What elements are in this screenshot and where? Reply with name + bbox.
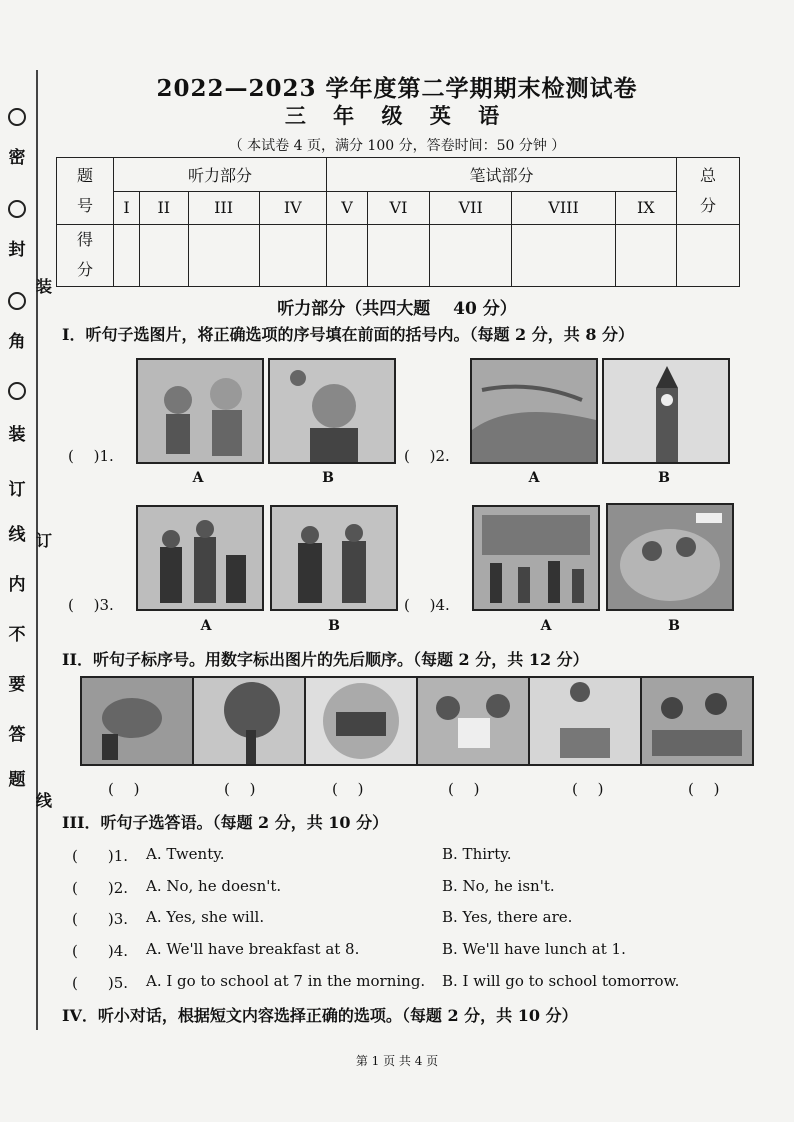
option-label: B xyxy=(328,618,340,634)
question-number[interactable]: ( )4. xyxy=(72,942,129,960)
margin-char: 封 xyxy=(8,240,26,260)
sequence-picture-2[interactable] xyxy=(192,676,306,766)
sequence-picture-5[interactable] xyxy=(528,676,642,766)
label-char: 总 xyxy=(699,165,716,185)
label-char: 得 xyxy=(76,230,93,250)
option-b: B. Thirty. xyxy=(442,845,512,863)
page-title: 2022—2023 学年度第二学期期末检测试卷 xyxy=(156,75,638,102)
order-blank-2[interactable]: ( ) xyxy=(224,780,256,798)
picture-q1-b[interactable] xyxy=(268,358,396,464)
picture-q2-b[interactable] xyxy=(602,358,730,464)
answer-blank-q1[interactable]: ( )1. xyxy=(68,447,114,465)
total-score-cell[interactable] xyxy=(677,224,740,286)
option-a: A. I go to school at 7 in the morning. xyxy=(146,972,426,990)
picture-q4-b[interactable] xyxy=(606,503,734,611)
answer-blank-q3[interactable]: ( )3. xyxy=(68,596,114,614)
margin-char: 内 xyxy=(8,575,26,595)
part-number: I xyxy=(114,192,140,224)
exam-info: （ 本试卷 4 页，满分 100 分，答卷时间：50 分钟 ） xyxy=(228,138,566,154)
option-b: B. We'll have lunch at 1. xyxy=(442,940,626,958)
option-label: B xyxy=(658,470,670,486)
margin-char: 密 xyxy=(8,148,26,168)
section-1-heading: I．听句子选图片，将正确选项的序号填在前面的括号内。（每题 2 分，共 8 分） xyxy=(62,325,635,344)
listening-section-title: 听力部分（共四大题 40 分） xyxy=(277,299,517,319)
part-number: II xyxy=(140,192,189,224)
section-2-heading: II．听句子标序号。用数字标出图片的先后顺序。（每题 2 分，共 12 分） xyxy=(62,650,589,669)
margin-char: 订 xyxy=(8,480,26,500)
score-cell[interactable] xyxy=(114,224,140,286)
margin-char: 题 xyxy=(8,770,26,790)
order-blank-5[interactable]: ( ) xyxy=(572,780,604,798)
option-a: A. Twenty. xyxy=(146,845,225,863)
margin-char: 答 xyxy=(8,725,26,745)
option-a: A. We'll have breakfast at 8. xyxy=(146,940,360,958)
question-number[interactable]: ( )3. xyxy=(72,910,129,928)
order-blank-6[interactable]: ( ) xyxy=(688,780,720,798)
answer-blank-q4[interactable]: ( )4. xyxy=(404,596,450,614)
margin-char: 装 xyxy=(8,425,26,445)
question-number[interactable]: ( )5. xyxy=(72,974,129,992)
option-b: B. Yes, there are. xyxy=(442,908,573,926)
sequence-picture-6[interactable] xyxy=(640,676,754,766)
score-cell[interactable] xyxy=(512,224,615,286)
part-number: VI xyxy=(368,192,430,224)
option-a: A. Yes, she will. xyxy=(146,908,265,926)
part-number: III xyxy=(188,192,259,224)
option-label: A xyxy=(200,618,212,634)
score-cell[interactable] xyxy=(259,224,326,286)
score-cell[interactable] xyxy=(140,224,189,286)
listening-part-header: 听力部分 xyxy=(114,158,327,192)
question-number[interactable]: ( )2. xyxy=(72,879,129,897)
label-char: 题 xyxy=(76,165,93,185)
part-number: VIII xyxy=(512,192,615,224)
score-table xyxy=(56,157,740,287)
page-footer: 第 1 页 共 4 页 xyxy=(355,1054,439,1068)
option-a: A. No, he doesn't. xyxy=(146,877,282,895)
page-subtitle: 三 年 级 英 语 xyxy=(284,103,510,128)
sequence-picture-4[interactable] xyxy=(416,676,530,766)
option-label: B xyxy=(668,618,680,634)
score-cell[interactable] xyxy=(188,224,259,286)
margin-mark: 订 xyxy=(36,531,53,550)
score-cell[interactable] xyxy=(368,224,430,286)
section-4-heading: IV．听小对话，根据短文内容选择正确的选项。（每题 2 分，共 10 分） xyxy=(62,1006,578,1025)
picture-q3-b[interactable] xyxy=(270,505,398,611)
label-char: 分 xyxy=(699,195,716,215)
option-label: A xyxy=(192,470,204,486)
question-number[interactable]: ( )1. xyxy=(72,847,129,865)
total-header xyxy=(677,158,740,225)
margin-char: 线 xyxy=(8,525,26,545)
option-label: B xyxy=(322,470,334,486)
score-cell[interactable] xyxy=(429,224,512,286)
picture-q3-a[interactable] xyxy=(136,505,264,611)
option-label: A xyxy=(540,618,552,634)
option-b: B. No, he isn't. xyxy=(442,877,555,895)
part-number: IV xyxy=(259,192,326,224)
sequence-picture-1[interactable] xyxy=(80,676,194,766)
binding-hole-icon xyxy=(8,382,26,400)
answer-blank-q2[interactable]: ( )2. xyxy=(404,447,450,465)
score-cell[interactable] xyxy=(326,224,367,286)
binding-hole-icon xyxy=(8,200,26,218)
order-blank-1[interactable]: ( ) xyxy=(108,780,140,798)
margin-char: 要 xyxy=(8,675,26,695)
table-row-label xyxy=(57,224,114,286)
section-3-heading: III．听句子选答语。（每题 2 分，共 10 分） xyxy=(62,813,389,832)
margin-char: 角 xyxy=(8,332,26,352)
order-blank-4[interactable]: ( ) xyxy=(448,780,480,798)
written-part-header: 笔试部分 xyxy=(326,158,676,192)
option-label: A xyxy=(528,470,540,486)
margin-mark: 装 xyxy=(36,277,53,296)
picture-q1-a[interactable] xyxy=(136,358,264,464)
score-cell[interactable] xyxy=(615,224,676,286)
part-number: VII xyxy=(429,192,512,224)
picture-q2-a[interactable] xyxy=(470,358,598,464)
sequence-picture-3[interactable] xyxy=(304,676,418,766)
label-char: 号 xyxy=(76,195,93,215)
margin-mark: 线 xyxy=(36,791,53,810)
table-row-label xyxy=(57,158,114,225)
binding-margin xyxy=(0,60,53,1020)
part-number: V xyxy=(326,192,367,224)
part-number: IX xyxy=(615,192,676,224)
order-blank-3[interactable]: ( ) xyxy=(332,780,364,798)
option-b: B. I will go to school tomorrow. xyxy=(442,972,680,990)
margin-char: 不 xyxy=(8,625,26,645)
label-char: 分 xyxy=(76,260,93,280)
picture-q4-a[interactable] xyxy=(472,505,600,611)
